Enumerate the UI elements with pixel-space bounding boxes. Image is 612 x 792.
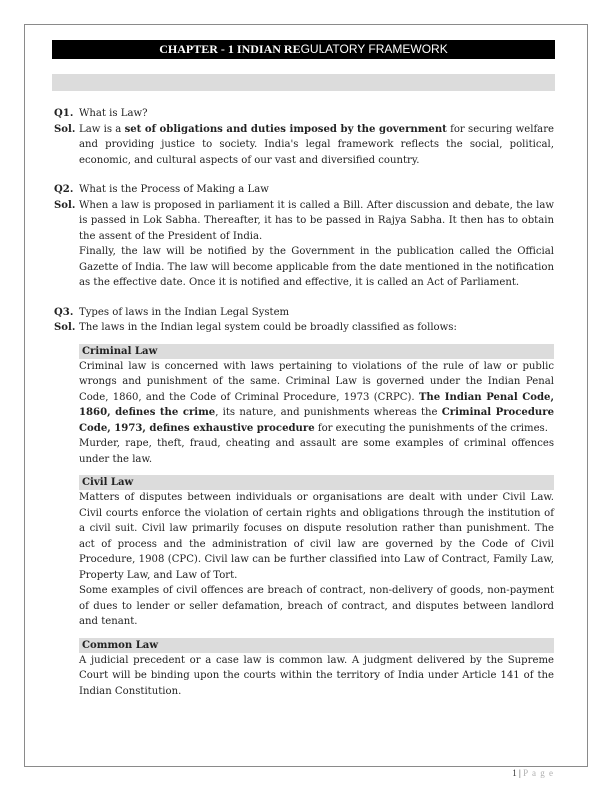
solution-1-text	[79, 122, 554, 169]
common-law-paragraph-1: A judicial precedent or a case law is common law. A judgment delivered by the Supreme Court will be binding upon the courts within the territory of India under Article 141 of the Indian Constitution.	[79, 654, 554, 697]
question-3-tag: Q3.	[54, 306, 74, 318]
criminal-law-bold-2: Criminal Procedure Code, 1973, defines exhaustive procedure	[79, 407, 554, 434]
solution-1-tag: Sol.	[54, 123, 76, 135]
page-footer	[512, 768, 554, 778]
criminal-law-section	[79, 344, 554, 468]
chapter-title-bold: CHAPTER - 1 INDIAN RE	[159, 42, 301, 56]
criminal-law-paragraph-2: Murder, rape, theft, fraud, cheating and assault are some examples of criminal offences under the law.	[79, 438, 554, 465]
question-1	[54, 106, 554, 122]
solution-1-pre: Law is a	[79, 123, 125, 135]
criminal-law-text-2: , its nature, and punishments whereas the	[215, 407, 442, 418]
solution-2-paragraph-1: When a law is proposed in parliament it is called a Bill. After discussion and debate, the law is passed in Lok Sabha. Thereafter, it has to be passed in Rajya Sabha. It then has to obtain the assent of the President of India.	[79, 199, 554, 242]
criminal-law-text-1: Criminal law is concerned with laws pertaining to violations of the rule of law or public wrongs and punishment of the same. Criminal Law is governed under the Indian Penal Code, 1860, and the Code of Criminal Procedure, 1973 (CRPC).	[79, 360, 554, 403]
common-law-heading: Common Law	[79, 638, 554, 653]
question-1-text: What is Law?	[79, 108, 148, 119]
chapter-title-rest: GULATORY FRAMEWORK	[300, 42, 448, 56]
question-3	[54, 305, 554, 321]
common-law-section	[79, 638, 554, 700]
page-word: P a g e	[523, 768, 554, 778]
solution-3-tag: Sol.	[54, 322, 76, 333]
section-divider-band	[52, 74, 555, 91]
civil-law-paragraph-1: Matters of disputes between individuals or organisations are dealt with under Civil Law. Civil courts enforce the violation of certain rights and obligations through the institution of a civil suit. Civil law primarily focuses on dispute resolution rather than punishment. The act of process and the administration of civil law are governed by the Code of Civil Procedure, 1908 (CPC). Civil law can be further classified into Law of Contract, Family Law, Property Law, and Law of Tort.	[79, 492, 554, 581]
solution-1-post: for securing welfare and providing justice to society. India's legal framework reflects the social, political, economic, and cultural aspects of our vast and diversified country.	[79, 123, 554, 166]
question-3-text: Types of laws in the Indian Legal System	[79, 306, 290, 318]
civil-law-section	[79, 475, 554, 630]
footer-rule	[24, 766, 588, 767]
solution-2	[54, 198, 554, 291]
civil-law-heading: Civil Law	[79, 475, 554, 490]
solution-1-bold: set of obligations and duties imposed by the government	[124, 123, 447, 135]
civil-law-paragraph-2: Some examples of civil offences are breach of contract, non-delivery of goods, non-payment of dues to lender or seller defamation, breach of contract, and disputes between landlord and tenant.	[79, 585, 554, 627]
solution-1	[54, 122, 554, 169]
document-body	[54, 106, 554, 699]
criminal-law-heading: Criminal Law	[79, 344, 554, 359]
question-2-text: What is the Process of Making a Law	[79, 184, 269, 195]
solution-3-text: The laws in the Indian legal system could be broadly classified as follows:	[79, 322, 457, 333]
question-2	[54, 182, 554, 198]
solution-2-paragraph-2: Finally, the law will be notified by the Government in the publication called the Official Gazette of India. The law will become applicable from the date mentioned in the notification as the effective date. Once it is notified and effective, it is called an Act of Parliament.	[79, 246, 554, 288]
question-1-tag: Q1.	[54, 108, 74, 119]
page-separator: |	[516, 768, 524, 778]
solution-2-tag: Sol.	[54, 199, 76, 211]
criminal-law-bold-1: The Indian Penal Code, 1860, defines the crime	[79, 391, 554, 418]
question-2-tag: Q2.	[54, 184, 74, 195]
page-number: 1	[512, 768, 517, 778]
solution-2-text	[79, 198, 554, 291]
chapter-title-bar	[52, 40, 555, 59]
solution-3	[54, 320, 554, 336]
criminal-law-text-3: for executing the punishments of the crimes.	[314, 422, 548, 434]
criminal-law-paragraph-1	[79, 359, 554, 437]
